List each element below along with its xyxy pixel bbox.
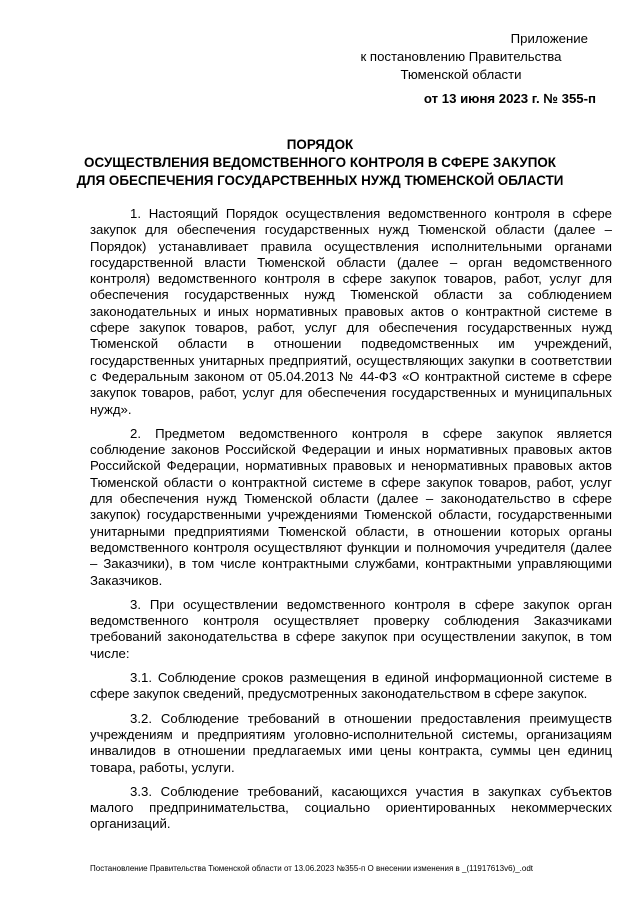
paragraph-3: 3. При осуществлении ведомственного контроля в сфере закупок орган ведомственного контроля осуществляет проверку соблюдения Заказчиками требований законодательства в сфере закупок при осуществлении закупок, в том числе: [90,596,612,661]
title-line-3: ДЛЯ ОБЕСПЕЧЕНИЯ ГОСУДАРСТВЕННЫХ НУЖД ТЮМЕНСКОЙ ОБЛАСТИ [76,173,564,188]
appendix-reference-line2: Тюменской области [400,67,522,82]
paragraph-3-2: 3.2. Соблюдение требований в отношении предоставления преимуществ учреждениям и предприятиям уголовно-исполнительной системы, организациям инвалидов в отношении предлагаемых ими цены контракта, суммы цен единиц товара, работы, услуги. [90,710,612,775]
page-footer: Постановление Правительства Тюменской области от 13.06.2023 №355-п О внесении изменения в _(11917613v6)_.odt [90,864,534,873]
document-title [40,136,600,190]
title-line-2: ОСУЩЕСТВЛЕНИЯ ВЕДОМСТВЕННОГО КОНТРОЛЯ В СФЕРЕ ЗАКУПОК [84,155,556,170]
paragraph-3-1: 3.1. Соблюдение сроков размещения в единой информационной системе в сфере закупок сведений, предусмотренных законодательством в сфере закупок. [90,670,612,702]
appendix-reference-line1: к постановлению Правительства [360,49,562,64]
appendix-block [326,30,596,108]
document-body [90,206,612,841]
paragraph-1: 1. Настоящий Порядок осуществления ведомственного контроля в сфере закупок для обеспечения государственных нужд Тюменской области (далее – Порядок) устанавливает правила осуществления исполнительными органами государственной власти Тюменской области (далее – орган ведомственного контроля) ведомственного контроля в сфере закупок товаров, работ, услуг для обеспечения государственных нужд Тюменской области за соблюдением законодательных и иных нормативных правовых актов о контрактной системе в сфере закупок товаров, работ, услуг для обеспечения государственных нужд Тюменской области в отношении подведомственных им учреждений, государственных унитарных предприятий, осуществляющих закупки в соответствии с Федеральным законом от 05.04.2013 № 44-ФЗ «О контрактной системе в сфере закупок товаров, работ, услуг для обеспечения государственных и муниципальных нужд». [90,206,612,417]
title-line-1: ПОРЯДОК [286,137,354,152]
appendix-title: Приложение [510,31,588,46]
appendix-date: от 13 июня 2023 г. № 355-п [423,91,596,106]
paragraph-3-3: 3.3. Соблюдение требований, касающихся участия в закупках субъектов малого предпринимательства, социально ориентированных некоммерческих организаций. [90,783,612,832]
paragraph-2: 2. Предметом ведомственного контроля в сфере закупок является соблюдение законов Российской Федерации и иных нормативных правовых актов Российской Федерации, нормативных правовых и ненормативных правовых актов Тюменской области о контрактной системе в сфере закупок товаров, работ, услуг для обеспечения нужд Тюменской области (далее – законодательство в сфере закупок) государственными учреждениями Тюменской области, государственными унитарными предприятиями Тюменской области, в отношении которых органы ведомственного контроля осуществляют функции и полномочия учредителя (далее – Заказчики), в том числе контрактными службами, контрактными управляющими Заказчиков. [90,425,612,588]
